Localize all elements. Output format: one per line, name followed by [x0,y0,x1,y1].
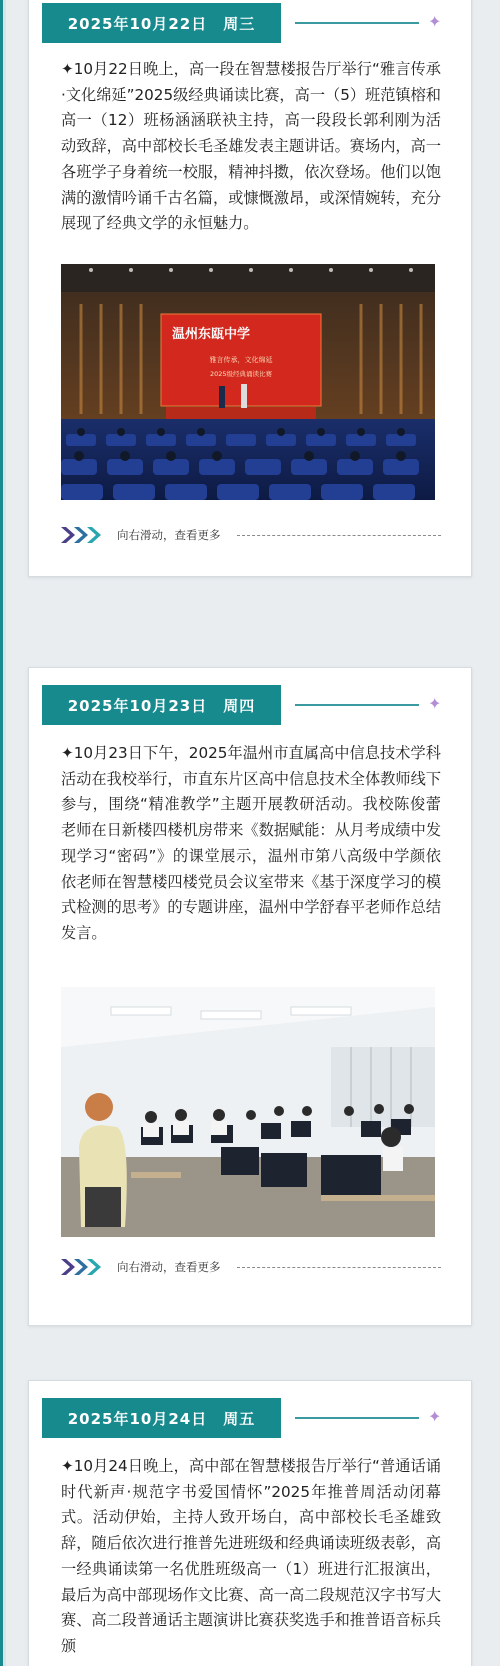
computer-lab-photo[interactable] [61,987,435,1237]
banner-school-name: 温州东瓯中学 [171,327,251,342]
left-rail-decoration [0,0,6,1666]
news-paragraph: ✦10月24日晚上，高中部在智慧楼报告厅举行“普通话诵时代新声·规范字书爱国情怀”2025年推普周活动闭幕式。活动伊始，主持人致开场白，高中部校长毛圣雄致辞，随后依次进行推普先进班级和经典诵读班级表彰，高一经典诵读第一名优胜班级高一（1）班进行汇报演出，最后为高中部现场作文比赛、高一高二段规范汉字书写大赛、高二段普通话主题演讲比赛获奖选手和推普语音标兵颁 [61,1457,441,1655]
date-label: 2025年10月24日 周五 [42,1398,281,1438]
sparkle-icon: ✦ [428,12,442,31]
chevron-right-icon [61,527,75,543]
card-header [29,685,471,725]
header-divider-line [295,704,419,706]
swipe-hint[interactable] [61,1259,441,1275]
swipe-label: 向右滑动，查看更多 [117,528,221,542]
chevron-right-icon [87,527,101,543]
banner-line-2: 2025级经典诵读比赛 [209,370,273,378]
date-label: 2025年10月22日 周三 [42,3,281,43]
news-paragraph: ✦10月22日晚上，高一段在智慧楼报告厅举行“雅言传承·文化绵延”2025级经典诵读比赛，高一（5）班范镇榕和高一（12）班杨涵涵联袂主持，高一段段长郭利刚为活动致辞，高中部校长毛圣雄发表主题讲话。赛场内，高一各班学子身着统一校服，精神抖擞，依次登场。他们以饱满的激情吟诵千古名篇，或慷慨激昂，或深情婉转，充分展现了经典文学的永恒魅力。 [61,60,441,233]
header-divider-line [295,1417,419,1419]
computer-lab-photo-graphic [61,987,435,1237]
news-card-1024 [28,1380,472,1666]
dashed-divider [237,1267,441,1268]
sparkle-icon: ✦ [428,1407,442,1426]
chevron-right-icon [74,527,88,543]
chevron-right-icon [61,1259,75,1275]
swipe-label: 向右滑动，查看更多 [117,1260,221,1274]
auditorium-stage-photo[interactable] [61,264,435,500]
chevron-right-icon [74,1259,88,1275]
chevron-right-icon [87,1259,101,1275]
news-card-1023 [28,667,472,1326]
sparkle-icon: ✦ [428,694,442,713]
auditorium-photo-graphic [61,264,435,500]
date-label: 2025年10月23日 周四 [42,685,281,725]
swipe-hint[interactable] [61,527,441,543]
news-paragraph: ✦10月23日下午，2025年温州市直属高中信息技术学科活动在我校举行，市直东片区高中信息技术全体教师线下参与，围绕“精准教学”主题开展教研活动。我校陈俊蕾老师在日新楼四楼机房带来《数据赋能：从月考成绩中发现学习“密码”》的课堂展示，温州市第八高级中学颜依依老师在智慧楼四楼党员会议室带来《基于深度学习的模式检测的思考》的专题讲座，温州中学舒春平老师作总结发言。 [61,744,441,942]
card-header [29,3,471,43]
dashed-divider [237,535,441,536]
card-header [29,1398,471,1438]
banner-line-1: 雅言传承，文化绵延 [209,356,273,364]
header-divider-line [295,22,419,24]
news-card-1022 [28,0,472,577]
